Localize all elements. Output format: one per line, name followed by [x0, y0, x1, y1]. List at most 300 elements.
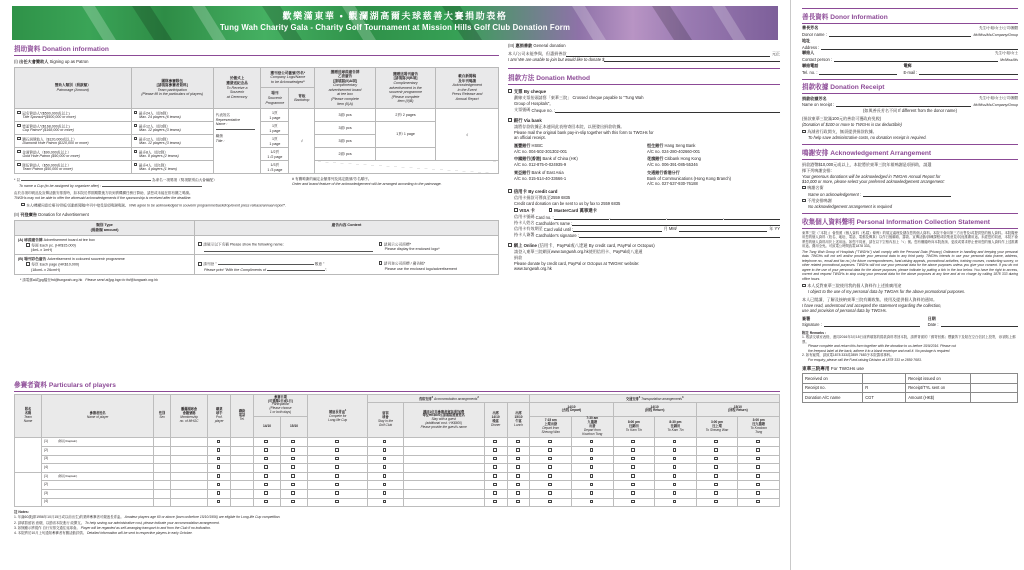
checkbox-dinner[interactable]	[493, 457, 497, 461]
checkbox-coach-6[interactable]	[756, 448, 760, 452]
checkbox-by-cheque[interactable]	[508, 89, 512, 93]
cell-sex[interactable]	[154, 481, 171, 490]
cell-prof[interactable]	[208, 438, 231, 447]
cell-coach-6[interactable]	[738, 455, 780, 464]
checkbox-stay-club[interactable]	[383, 491, 387, 495]
cell-membership[interactable]	[170, 498, 207, 507]
checkbox-coach-1[interactable]	[548, 491, 552, 495]
checkbox-coach-6[interactable]	[756, 465, 760, 469]
cell-value-right[interactable]	[970, 393, 1017, 403]
checkbox-coach-1[interactable]	[548, 483, 552, 487]
cell-value-left[interactable]	[863, 374, 906, 384]
checkbox-coach-5[interactable]	[714, 465, 718, 469]
checkbox-coach-3[interactable]	[631, 457, 635, 461]
cell-tel[interactable]	[231, 472, 254, 481]
checkbox-stay-club[interactable]	[383, 500, 387, 504]
cell-coach-1[interactable]	[530, 464, 572, 473]
checkbox-date-1410[interactable]	[264, 448, 268, 452]
checkbox-coach-1[interactable]	[548, 448, 552, 452]
checkbox-team-12b[interactable]	[134, 137, 138, 141]
cell-tel[interactable]	[231, 481, 254, 490]
checkbox-ad-a[interactable]	[26, 243, 30, 247]
cell-coach-1[interactable]	[530, 481, 572, 490]
checkbox-online[interactable]	[508, 243, 512, 247]
cell-coach-6[interactable]	[738, 498, 780, 507]
checkbox-coach-3[interactable]	[631, 448, 635, 452]
cell-membership[interactable]	[170, 438, 207, 447]
ack-name-input[interactable]	[863, 191, 951, 197]
cell-lunch[interactable]	[507, 481, 530, 490]
cell-coach-3[interactable]	[613, 447, 655, 456]
cell-date-1510[interactable]	[281, 472, 308, 481]
cell-date-1410[interactable]	[254, 490, 281, 499]
checkbox-coach-3[interactable]	[631, 491, 635, 495]
checkbox-diamond-hole[interactable]	[17, 137, 21, 141]
checkbox-lunch[interactable]	[516, 448, 520, 452]
cell-coach-1[interactable]	[530, 472, 572, 481]
cell-coach-5[interactable]	[696, 438, 738, 447]
cell-coach-2[interactable]	[572, 455, 614, 464]
cell-coach-4[interactable]	[655, 438, 697, 447]
checkbox-date-1410[interactable]	[264, 474, 268, 478]
cell-coach-2[interactable]	[572, 498, 614, 507]
cell-player-name[interactable]: (1) (隊長/Captain)	[42, 438, 154, 447]
checkbox-team-24[interactable]	[134, 111, 138, 115]
receipt-name-input[interactable]	[836, 102, 971, 108]
cell-coach-4[interactable]	[655, 464, 697, 473]
radio-mastercard[interactable]: MasterCard 萬事達卡	[549, 208, 597, 214]
checkbox-date-1410[interactable]	[264, 491, 268, 495]
checkbox-lunch[interactable]	[516, 457, 520, 461]
cell-stay[interactable]	[368, 472, 403, 481]
checkbox-coach-2[interactable]	[590, 457, 594, 461]
checkbox-stay-club[interactable]	[383, 440, 387, 444]
cell-date-1410[interactable]	[254, 447, 281, 456]
cell-tel[interactable]	[231, 447, 254, 456]
cell-longlife[interactable]	[308, 464, 368, 473]
checkbox-stay-club[interactable]	[383, 448, 387, 452]
cell-lunch[interactable]	[507, 447, 530, 456]
cell-tel[interactable]	[231, 464, 254, 473]
checkbox-coach-2[interactable]	[590, 440, 594, 444]
cell-tel[interactable]	[231, 438, 254, 447]
cell-coach-3[interactable]	[613, 438, 655, 447]
cell-prof[interactable]	[208, 481, 231, 490]
cell-coach-5[interactable]	[696, 490, 738, 499]
cell-coach-4[interactable]	[655, 498, 697, 507]
cell-coach-6[interactable]	[738, 464, 780, 473]
checkbox-coach-5[interactable]	[714, 483, 718, 487]
cell-player-name[interactable]: (4)	[42, 498, 154, 507]
cell-sex[interactable]	[154, 438, 171, 447]
cell-dinner[interactable]	[484, 490, 507, 499]
cell-guest[interactable]	[403, 464, 484, 473]
checkbox-date-1410[interactable]	[264, 440, 268, 444]
cell-sex[interactable]	[154, 447, 171, 456]
checkbox-team-12a[interactable]	[134, 124, 138, 128]
checkbox-no-receipt[interactable]	[802, 130, 806, 134]
cell-coach-6[interactable]	[738, 490, 780, 499]
checkbox-coach-1[interactable]	[548, 500, 552, 504]
checkbox-date-1510[interactable]	[291, 500, 295, 504]
checkbox-date-1510[interactable]	[291, 465, 295, 469]
cell-date-1510[interactable]	[281, 490, 308, 499]
cell-stay[interactable]	[368, 438, 403, 447]
cell-longlife[interactable]	[308, 438, 368, 447]
checkbox-coach-3[interactable]	[631, 474, 635, 478]
cell-player-name[interactable]: (1) (隊長/Captain)	[42, 472, 154, 481]
cell-dinner[interactable]	[484, 498, 507, 507]
checkbox-coach-1[interactable]	[548, 474, 552, 478]
cell-longlife[interactable]	[308, 455, 368, 464]
checkbox-stay-club[interactable]	[383, 474, 387, 478]
cell-coach-3[interactable]	[613, 498, 655, 507]
checkbox-date-1510[interactable]	[291, 491, 295, 495]
checkbox-date-1510[interactable]	[291, 474, 295, 478]
cell-date-1510[interactable]	[281, 438, 308, 447]
checkbox-coach-4[interactable]	[673, 440, 677, 444]
cell-dinner[interactable]	[484, 438, 507, 447]
cell-team-name[interactable]	[15, 438, 42, 472]
cell-dinner[interactable]	[484, 481, 507, 490]
checkbox-longlife[interactable]	[335, 491, 339, 495]
checkbox-coach-6[interactable]	[756, 491, 760, 495]
no-receipt-option[interactable]: 為減省行政開支，無須提供捐款收據。 To help save administrative costs, no donation receipt is required.	[802, 129, 1018, 140]
checkbox-lunch[interactable]	[516, 440, 520, 444]
cell-date-1410[interactable]	[254, 498, 281, 507]
cell-coach-5[interactable]	[696, 455, 738, 464]
cell-value-right[interactable]	[970, 383, 1017, 393]
cell-prof[interactable]	[208, 464, 231, 473]
checkbox-gold-hole[interactable]	[17, 150, 21, 154]
cell-coach-5[interactable]	[696, 447, 738, 456]
checkbox-via-bank[interactable]	[508, 118, 512, 122]
cell-value-left[interactable]: CGT	[863, 393, 906, 403]
radio-visa[interactable]: VISA 卡	[514, 208, 535, 214]
checkbox-ack-none[interactable]	[802, 199, 806, 203]
checkbox-coach-1[interactable]	[548, 440, 552, 444]
cell-date-1510[interactable]	[281, 464, 308, 473]
card-number-input-2[interactable]	[610, 214, 666, 220]
cell-value-right[interactable]	[970, 374, 1017, 384]
cell-coach-1[interactable]	[530, 447, 572, 456]
cell-stay[interactable]	[368, 498, 403, 507]
cell-player-name[interactable]: (3)	[42, 455, 154, 464]
tel-input[interactable]	[819, 69, 897, 75]
checkbox-coach-4[interactable]	[673, 465, 677, 469]
checkbox-coach-6[interactable]	[756, 440, 760, 444]
cell-stay[interactable]	[368, 455, 403, 464]
cell-prof[interactable]	[208, 455, 231, 464]
checkbox-longlife[interactable]	[335, 457, 339, 461]
checkbox-longlife[interactable]	[335, 474, 339, 478]
checkbox-date-1510[interactable]	[291, 448, 295, 452]
checkbox-agree-acknowledgement[interactable]	[21, 203, 25, 207]
cell-coach-3[interactable]	[613, 464, 655, 473]
pics-object-option[interactable]: 本人反對東華三院使用我的個人資料作上述推廣用途 I object to the use of my personal data by TWGHs for the above promotional purposes.	[802, 283, 1018, 294]
checkbox-coach-5[interactable]	[714, 448, 718, 452]
cell-guest[interactable]	[403, 498, 484, 507]
cell-team-name[interactable]	[15, 472, 42, 506]
checkbox-prof-player[interactable]	[217, 483, 221, 487]
cell-coach-3[interactable]	[613, 481, 655, 490]
cell-prof[interactable]	[208, 472, 231, 481]
checkbox-visa[interactable]	[514, 208, 518, 212]
cell-membership[interactable]	[170, 481, 207, 490]
cell-longlife[interactable]	[308, 447, 368, 456]
checkbox-coach-6[interactable]	[756, 474, 760, 478]
checkbox-dinner[interactable]	[493, 465, 497, 469]
checkbox-longlife[interactable]	[335, 440, 339, 444]
checkbox-ack-name[interactable]	[802, 186, 806, 190]
cell-coach-4[interactable]	[655, 472, 697, 481]
checkbox-date-1510[interactable]	[291, 440, 295, 444]
cell-coach-6[interactable]	[738, 472, 780, 481]
checkbox-object-promotional[interactable]	[802, 284, 806, 288]
checkbox-mastercard[interactable]	[549, 208, 553, 212]
checkbox-ad-b[interactable]	[26, 262, 30, 266]
cell-coach-4[interactable]	[655, 455, 697, 464]
donor-address-input[interactable]	[821, 44, 1018, 50]
checkbox-coach-5[interactable]	[714, 474, 718, 478]
cell-coach-4[interactable]	[655, 490, 697, 499]
card-valid-year-input[interactable]	[679, 226, 767, 232]
checkbox-prof-player[interactable]	[217, 448, 221, 452]
cell-sex[interactable]	[154, 490, 171, 499]
cell-tel[interactable]	[231, 498, 254, 507]
cardholder-signature-input[interactable]	[579, 232, 780, 238]
checkbox-stay-club[interactable]	[383, 465, 387, 469]
cell-coach-2[interactable]	[572, 490, 614, 499]
checkbox-coach-4[interactable]	[673, 483, 677, 487]
checkbox-longlife[interactable]	[335, 483, 339, 487]
cell-coach-6[interactable]	[738, 438, 780, 447]
checkbox-date-1510[interactable]	[291, 457, 295, 461]
cell-membership[interactable]	[170, 455, 207, 464]
cell-coach-3[interactable]	[613, 455, 655, 464]
cell-coach-1[interactable]	[530, 438, 572, 447]
cell-coach-5[interactable]	[696, 481, 738, 490]
checkbox-coach-2[interactable]	[590, 448, 594, 452]
checkbox-longlife[interactable]	[335, 448, 339, 452]
cell-coach-2[interactable]	[572, 447, 614, 456]
cell-guest[interactable]	[403, 472, 484, 481]
cell-coach-4[interactable]	[655, 447, 697, 456]
cell-tel[interactable]	[231, 490, 254, 499]
checkbox-team-4[interactable]	[134, 163, 138, 167]
cell-coach-5[interactable]	[696, 464, 738, 473]
checkbox-lunch[interactable]	[516, 465, 520, 469]
checkbox-coach-4[interactable]	[673, 448, 677, 452]
checkbox-coach-2[interactable]	[590, 483, 594, 487]
card-valid-month-input[interactable]	[573, 226, 661, 232]
checkbox-coach-4[interactable]	[673, 500, 677, 504]
checkbox-title-sponsor[interactable]	[17, 111, 21, 115]
cell-date-1410[interactable]	[254, 481, 281, 490]
checkbox-stay-club[interactable]	[383, 457, 387, 461]
checkbox-team-8[interactable]	[134, 150, 138, 154]
payment-option-credit-card[interactable]: 信用卡 By credit card 信用卡捐款可傳真至2559 6835 Credit card donation can be sent to us by fax to 2559 6835 VISA 卡 MasterCard 萬事達卡 信用卡號碼 Card no. : , , , 持卡人姓名 Cardholder's name : 信用卡有效期至 Card valid until : 月 MM/ 年 YY 持卡人簽署 Cardholder's signature :	[508, 189, 780, 238]
cell-prof[interactable]	[208, 498, 231, 507]
cell-date-1410[interactable]	[254, 438, 281, 447]
checkbox-coach-5[interactable]	[714, 457, 718, 461]
card-number-input-3[interactable]	[667, 214, 723, 220]
checkbox-coach-4[interactable]	[673, 474, 677, 478]
checkbox-coach-4[interactable]	[673, 457, 677, 461]
checkbox-coach-3[interactable]	[631, 500, 635, 504]
signature-input[interactable]	[824, 322, 920, 328]
checkbox-coach-2[interactable]	[590, 500, 594, 504]
checkbox-prof-player[interactable]	[217, 457, 221, 461]
cell-longlife[interactable]	[308, 472, 368, 481]
email-input[interactable]	[919, 69, 1018, 75]
cell-guest[interactable]	[403, 481, 484, 490]
cell-membership[interactable]	[170, 464, 207, 473]
checkbox-longlife[interactable]	[335, 465, 339, 469]
checkbox-coach-6[interactable]	[756, 483, 760, 487]
card-number-input-1[interactable]	[554, 214, 610, 220]
payment-option-online[interactable]: 網上 Online (信用卡、PayPal或八達通 By credit card, PayPal or Octopus) 請登入東華三院網頁www.tungwah.org.hk使用信用卡、PayPal或八達通 捐款 Please donate by credit card, PayPal or Octopus at TWGHs' website: www.tungwah.org.hk	[508, 243, 780, 271]
cell-prof[interactable]	[208, 447, 231, 456]
checkbox-dinner[interactable]	[493, 448, 497, 452]
cell-guest[interactable]	[403, 438, 484, 447]
checkbox-date-1410[interactable]	[264, 465, 268, 469]
cell-dinner[interactable]	[484, 455, 507, 464]
checkbox-coach-2[interactable]	[590, 465, 594, 469]
checkbox-prof-player[interactable]	[217, 491, 221, 495]
cell-player-name[interactable]: (2)	[42, 481, 154, 490]
checkbox-date-1510[interactable]	[291, 483, 295, 487]
checkbox-credit-card[interactable]	[508, 189, 512, 193]
cell-prof[interactable]	[208, 490, 231, 499]
cell-lunch[interactable]	[507, 438, 530, 447]
cell-date-1410[interactable]	[254, 464, 281, 473]
payment-option-cheque[interactable]: 支票 By cheque 劃線支票抬頭請寫「東華三院」 Crossed cheque payable to "Tung Wah Group of Hospitals"。 支票號碼 Cheque no. :	[508, 89, 780, 113]
cell-sex[interactable]	[154, 455, 171, 464]
cell-coach-5[interactable]	[696, 498, 738, 507]
cell-coach-6[interactable]	[738, 447, 780, 456]
cell-sex[interactable]	[154, 498, 171, 507]
cell-coach-1[interactable]	[530, 490, 572, 499]
checkbox-date-1410[interactable]	[264, 500, 268, 504]
checkbox-lunch[interactable]	[516, 500, 520, 504]
checkbox-coach-6[interactable]	[756, 457, 760, 461]
payment-option-bank[interactable]: 銀行 Via bank 請將存款收據正本連同此表格寄回本院，以便發出捐款收據。 Please mail the original bank pay-in-slip together with this form to TWGHs for an official receipt. 滙豐銀行 HSBC A/C no. 004-502-301302-001 恒生銀行 Hang Seng Bank A/C no. 024-280-402660-001 中國銀行(香港) Bank of China (HK) A/C no. 012-875-0-024935-9 花旗銀行 Citibank Hong Kong A/C no. 006-391-085-55346 東亞銀行 Bank of East Asia A/C no. 015-514-40-33666-1 交通銀行香港分行 Bank of Communications (Hong Kong Branch) A/C no. 027-537-930-76188	[508, 118, 780, 188]
checkbox-coach-3[interactable]	[631, 465, 635, 469]
ack-option-none[interactable]: 不用安排鳴謝 No acknowledgement arrangement is required	[802, 198, 1018, 209]
cell-date-1410[interactable]	[254, 472, 281, 481]
checkbox-longlife[interactable]	[335, 500, 339, 504]
cell-coach-2[interactable]	[572, 464, 614, 473]
cell-date-1510[interactable]	[281, 498, 308, 507]
checkbox-team-patron[interactable]	[17, 163, 21, 167]
cell-coach-3[interactable]	[613, 490, 655, 499]
cell-date-1510[interactable]	[281, 481, 308, 490]
checkbox-coach-5[interactable]	[714, 440, 718, 444]
cell-date-1510[interactable]	[281, 455, 308, 464]
checkbox-coach-6[interactable]	[756, 500, 760, 504]
cell-guest[interactable]	[403, 490, 484, 499]
checkbox-coach-1[interactable]	[548, 457, 552, 461]
cell-stay[interactable]	[368, 447, 403, 456]
cell-coach-5[interactable]	[696, 472, 738, 481]
cell-coach-2[interactable]	[572, 438, 614, 447]
checkbox-prof-player[interactable]	[217, 440, 221, 444]
cell-coach-2[interactable]	[572, 481, 614, 490]
cell-coach-4[interactable]	[655, 481, 697, 490]
cell-sex[interactable]	[154, 472, 171, 481]
checkbox-coach-3[interactable]	[631, 483, 635, 487]
cell-longlife[interactable]	[308, 498, 368, 507]
checkbox-cup-patron[interactable]	[17, 124, 21, 128]
checkbox-lunch[interactable]	[516, 491, 520, 495]
checkbox-coach-3[interactable]	[631, 440, 635, 444]
cell-membership[interactable]	[170, 472, 207, 481]
date-input[interactable]	[941, 322, 1019, 328]
cell-coach-2[interactable]	[572, 472, 614, 481]
general-donation-amount-input-en[interactable]	[604, 57, 780, 63]
cell-dinner[interactable]	[484, 464, 507, 473]
checkbox-prof-player[interactable]	[217, 500, 221, 504]
checkbox-coach-5[interactable]	[714, 491, 718, 495]
cell-lunch[interactable]	[507, 472, 530, 481]
cell-lunch[interactable]	[507, 490, 530, 499]
cell-guest[interactable]	[403, 455, 484, 464]
checkbox-dinner[interactable]	[493, 483, 497, 487]
cell-coach-3[interactable]	[613, 472, 655, 481]
cell-value-left[interactable]: R	[863, 383, 906, 393]
cell-membership[interactable]	[170, 447, 207, 456]
checkbox-stay-club[interactable]	[383, 483, 387, 487]
checkbox-coach-5[interactable]	[714, 500, 718, 504]
cell-date-1510[interactable]	[281, 447, 308, 456]
cell-player-name[interactable]: (3)	[42, 490, 154, 499]
checkbox-coach-1[interactable]	[548, 465, 552, 469]
cell-membership[interactable]	[170, 490, 207, 499]
cell-guest[interactable]	[403, 447, 484, 456]
cell-lunch[interactable]	[507, 498, 530, 507]
cell-lunch[interactable]	[507, 464, 530, 473]
checkbox-dinner[interactable]	[493, 500, 497, 504]
cell-dinner[interactable]	[484, 447, 507, 456]
cell-player-name[interactable]: (2)	[42, 447, 154, 456]
checkbox-prof-player[interactable]	[217, 465, 221, 469]
cell-coach-1[interactable]	[530, 455, 572, 464]
cell-date-1410[interactable]	[254, 455, 281, 464]
ack-option-name[interactable]: 鳴謝名銜 Name on acknowledgement :	[802, 185, 1018, 197]
checkbox-ad-a-show-name[interactable]	[198, 242, 202, 246]
cell-lunch[interactable]	[507, 455, 530, 464]
checkbox-coach-4[interactable]	[673, 491, 677, 495]
cell-stay[interactable]	[368, 481, 403, 490]
cell-coach-1[interactable]	[530, 498, 572, 507]
contact-person-input[interactable]	[834, 56, 998, 62]
cell-player-name[interactable]: (4)	[42, 464, 154, 473]
checkbox-date-1410[interactable]	[264, 483, 268, 487]
cell-longlife[interactable]	[308, 481, 368, 490]
checkbox-date-1410[interactable]	[264, 457, 268, 461]
checkbox-ad-b-logo[interactable]	[379, 261, 383, 265]
checkbox-prof-player[interactable]	[217, 474, 221, 478]
checkbox-dinner[interactable]	[493, 491, 497, 495]
cell-stay[interactable]	[368, 490, 403, 499]
cell-tel[interactable]	[231, 455, 254, 464]
cell-stay[interactable]	[368, 464, 403, 473]
donor-name-input[interactable]	[829, 31, 972, 37]
cell-sex[interactable]	[154, 464, 171, 473]
cell-coach-6[interactable]	[738, 481, 780, 490]
cell-longlife[interactable]	[308, 490, 368, 499]
